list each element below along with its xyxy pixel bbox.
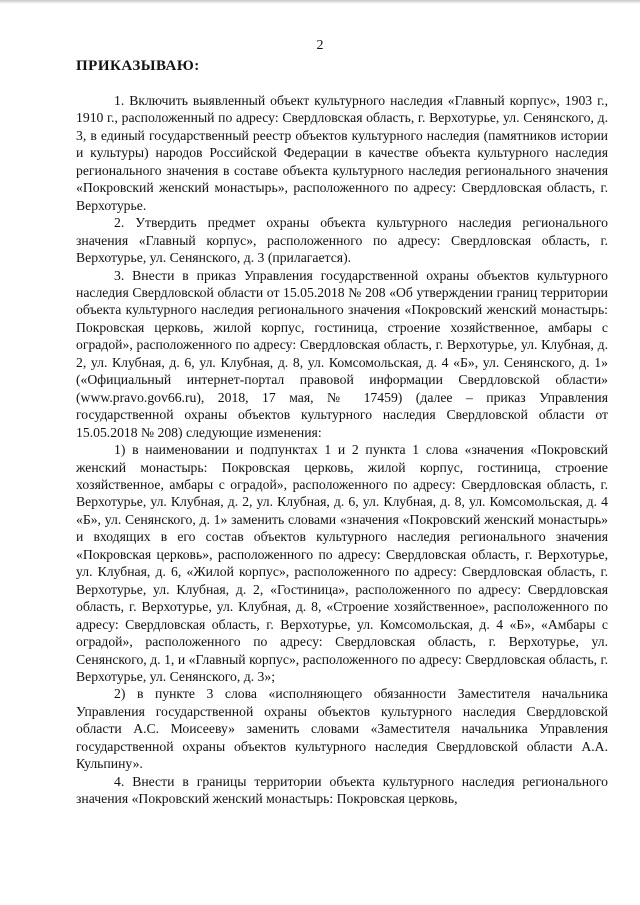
paragraph-item-2: 2. Утвердить предмет охраны объекта культурного наследия регионального значения «Главный корпус», расположенного по адресу: Свердловская область, г. Верхотурье, ул. Сенянского, д. 3 (прилагается). bbox=[76, 215, 608, 266]
paragraph-item-4: 4. Внести в границы территории объекта культурного наследия регионального значения «Покровский женский монастырь: Покровская церковь, bbox=[76, 773, 608, 807]
page-number: 2 bbox=[316, 38, 324, 53]
scan-top-edge bbox=[0, 0, 640, 4]
order-heading: ПРИКАЗЫВАЮ: bbox=[76, 58, 200, 74]
paragraph-subitem-2: 2) в пункте 3 слова «исполняющего обязанности Заместителя начальника Управления государственной охраны объектов культурного наследия Свердловской области А.С. Моисееву» заменить словами «Заместителя начальника Управления государственной охраны объектов культурного наследия Свердловской области А.А. Кульпину». bbox=[76, 686, 608, 772]
paragraph-subitem-1: 1) в наименовании и подпунктах 1 и 2 пункта 1 слова «значения «Покровский женский монастырь: Покровская церковь, жилой корпус, гостиница, строение хозяйственное, амбары с оградой», расположенного по адресу: Свердловская область, г. Верхотурье, ул. Клубная, д. 2, ул. Клубная, д. 6, ул. Клубная, д. 8, ул. Комсомольская, д. 4 «Б», ул. Сенянского, д. 1» заменить словами «значения «Покровский женский монастырь» и входящих в его состав объектов культурного наследия регионального значения «Покровская церковь», расположенного по адресу: Свердловская область, г. Верхотурье, ул. Клубная, д. 6, «Жилой корпус», расположенного по адресу: Свердловская область, г. Верхотурье, ул. Клубная, д. 2, «Гостиница», расположенного по адресу: Свердловская область, г. Верхотурье, ул. Клубная, д. 8, «Строение хозяйственное», расположенного по адресу: Свердловская область, г. Верхотурье, ул. Комсомольская, д. 4 «Б», «Амбары с оградой», расположенного по адресу: Свердловская область, г. Верхотурье, ул. Сенянского, д. 1, и «Главный корпус», расположенного по адресу: Свердловская область, г. Верхотурье, ул. Сенянского, д. 3»; bbox=[76, 442, 608, 684]
paragraph-item-1: 1. Включить выявленный объект культурного наследия «Главный корпус», 1903 г., 1910 г., расположенный по адресу: Свердловская область, г. Верхотурье, ул. Сенянского, д. 3, в единый государственный реестр объектов культурного наследия (памятников истории и культуры) народов Российской Федерации в качестве объекта культурного наследия регионального значения в составе объекта культурного наследия регионального значения «Покровский женский монастырь», расположенного по адресу: Свердловская область, г. Верхотурье. bbox=[76, 93, 608, 213]
document-body bbox=[76, 92, 608, 808]
paragraph-item-3: 3. Внести в приказ Управления государственной охраны объектов культурного наследия Свердловской области от 15.05.2018 № 208 «Об утверждении границ территории объекта культурного наследия регионального значения «Покровский женский монастырь: Покровская церковь, жилой корпус, гостиница, строение хозяйственное, амбары с оградой», расположенного по адресу: Свердловская область, г. Верхотурье, ул. Клубная, д. 2, ул. Клубная, д. 6, ул. Клубная, д. 8, ул. Комсомольская, д. 4 «Б», ул. Сенянского, д. 1» («Официальный интернет-портал правовой информации Свердловской области» (www.pravo.gov66.ru), 2018, 17 мая, № 17459) (далее – приказ Управления государственной охраны объектов культурного наследия Свердловской области от 15.05.2018 № 208) следующие изменения: bbox=[76, 267, 608, 440]
